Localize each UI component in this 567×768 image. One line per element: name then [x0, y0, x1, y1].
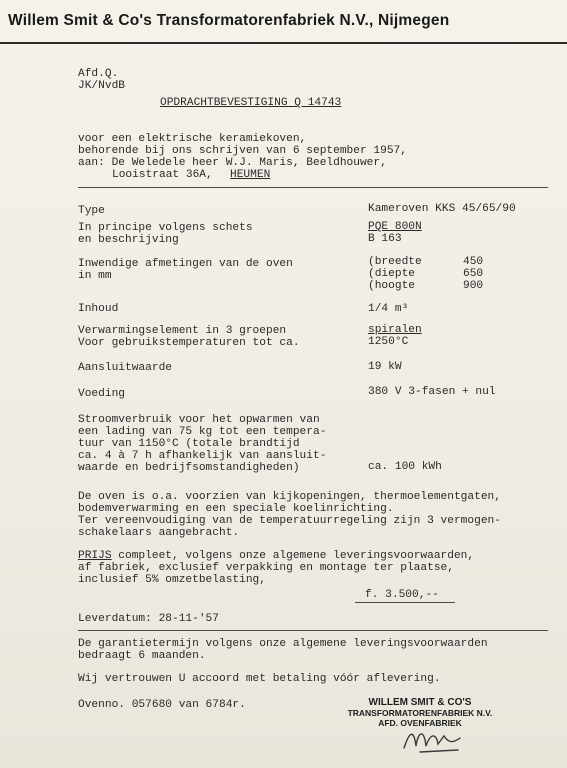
spec-type-value: Kameroven KKS 45/65/90 — [368, 203, 516, 215]
dim-depth-name: (diepte — [368, 268, 415, 280]
guarantee-line-1: De garantietermijn volgens onze algemene leveringsvoorwaarden — [78, 638, 488, 650]
spec-content-value: 1/4 m³ — [368, 303, 409, 315]
spec-sketch-value-2: B 163 — [368, 233, 402, 245]
price-line-2: af fabriek, exclusief verpakking en montage ter plaatse, — [78, 562, 454, 574]
oven-number: Ovenno. 057680 van 6784r. — [78, 699, 246, 711]
intro-line-3: aan: De Weledele heer W.J. Maris, Beeldhouwer, — [78, 157, 387, 169]
price-underline — [355, 602, 455, 603]
price-value: f. 3.500,-- — [365, 589, 439, 601]
letterhead-rule — [0, 42, 567, 44]
spec-supply-value: 380 V 3-fasen + nul — [368, 386, 496, 398]
stamp-line-2: TRANSFORMATORENFABRIEK N.V. — [347, 708, 493, 718]
intro-city: HEUMEN — [230, 169, 271, 181]
price-word: PRIJS — [78, 550, 112, 562]
intro-line-2: behorende bij ons schrijven van 6 september 1957, — [78, 145, 407, 157]
spec-heating-label-1: Verwarmingselement in 3 groepen — [78, 325, 287, 337]
guarantee-line-2: bedraagt 6 maanden. — [78, 650, 206, 662]
dim-depth-value: 650 — [463, 268, 484, 280]
consumption-line-2: een lading van 75 kg tot een tempera- — [78, 426, 327, 438]
handwritten-signature — [400, 722, 470, 758]
feature-line-4: schakelaars aangebracht. — [78, 527, 240, 539]
spec-supply-label: Voeding — [78, 388, 125, 400]
consumption-line-3: tuur van 1150°C (totale brandtijd — [78, 438, 300, 450]
price-line-1 — [78, 550, 474, 562]
feature-line-2: bodemverwarming en een speciale koelinrichting. — [78, 503, 394, 515]
consumption-value: ca. 100 kWh — [368, 461, 442, 473]
stamp-line-1: WILLEM SMIT & CO'S — [368, 697, 472, 708]
delivery-date: Leverdatum: 28-11-'57 — [78, 613, 219, 625]
spec-connect-value: 19 kW — [368, 361, 402, 373]
price-line-1-text: compleet, volgens onze algemene leveringsvoorwaarden, — [111, 550, 475, 562]
divider-top — [78, 187, 548, 188]
letterhead-company: Willem Smit & Co's Transformatorenfabriek N.V., Nijmegen — [8, 12, 450, 29]
dim-width-value: 450 — [463, 256, 484, 268]
document-title: OPDRACHTBEVESTIGING Q 14743 — [160, 97, 342, 109]
spec-type-label: Type — [78, 205, 105, 217]
price-line-3: inclusief 5% omzetbelasting, — [78, 574, 266, 586]
spec-sketch-label-1: In principe volgens schets — [78, 222, 253, 234]
dim-height-value: 900 — [463, 280, 484, 292]
spec-heating-label-2: Voor gebruikstemperaturen tot ca. — [78, 337, 300, 349]
spec-content-label: Inhoud — [78, 303, 119, 315]
reference-initials: JK/NvdB — [78, 80, 125, 92]
stamp-line-3: AFD. OVENFABRIEK — [378, 718, 462, 728]
spec-dim-label-2: in mm — [78, 270, 112, 282]
feature-line-1: De oven is o.a. voorzien van kijkopeningen, thermoelementgaten, — [78, 491, 501, 503]
feature-line-3: Ter vereenvoudiging van de temperatuurregeling zijn 3 vermogen- — [78, 515, 501, 527]
payment-note: Wij vertrouwen U accoord met betaling vóór aflevering. — [78, 673, 441, 685]
spec-heating-value-1: spiralen — [368, 324, 422, 336]
intro-line-1: voor een elektrische keramiekoven, — [78, 133, 307, 145]
spec-dim-label-1: Inwendige afmetingen van de oven — [78, 258, 293, 270]
spec-sketch-value-1: PQE 800N — [368, 221, 422, 233]
consumption-line-1: Stroomverbruik voor het opwarmen van — [78, 414, 320, 426]
reference-dept: Afd.Q. — [78, 68, 119, 80]
consumption-line-5: waarde en bedrijfsomstandigheden) — [78, 462, 300, 474]
dim-height-name: (hoogte — [368, 280, 415, 292]
intro-street: Looistraat 36A, — [112, 169, 213, 181]
consumption-line-4: ca. 4 à 7 h afhankelijk van aansluit- — [78, 450, 327, 462]
divider-bottom — [78, 630, 548, 631]
spec-connect-label: Aansluitwaarde — [78, 362, 172, 374]
dim-width-name: (breedte — [368, 256, 422, 268]
spec-sketch-label-2: en beschrijving — [78, 234, 179, 246]
spec-heating-value-2: 1250°C — [368, 336, 409, 348]
